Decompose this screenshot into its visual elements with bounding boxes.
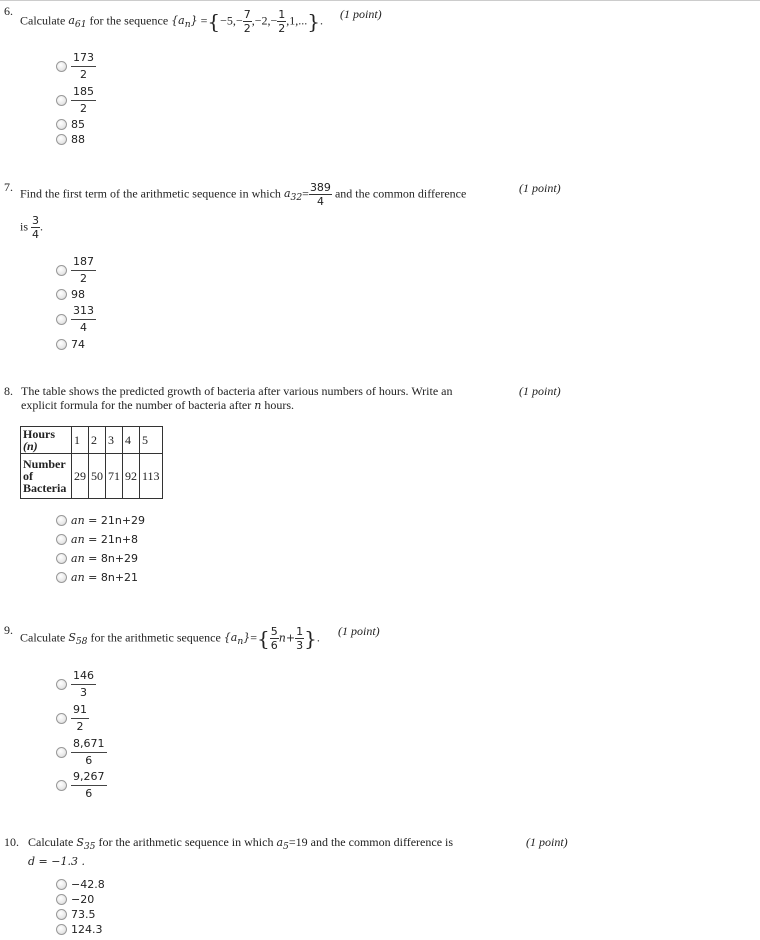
radio-button[interactable] (56, 534, 67, 545)
radio-button[interactable] (56, 894, 67, 905)
radio-button[interactable] (56, 119, 67, 130)
radio-button[interactable] (56, 747, 67, 758)
question-text: Calculate $S_{58}$ for the arithmetic sequence $\{a_n\}=${ $\frac{5}{6}$ n+ $\frac{1}{3}$ }. (20, 625, 320, 652)
table-cell: 2 (89, 427, 106, 454)
option-7-c[interactable]: 313 4 (56, 303, 96, 336)
table-cell: 50 (89, 454, 106, 499)
table-row (21, 454, 163, 499)
table-cell: 3 (106, 427, 123, 454)
option-6-a[interactable]: 173 2 (56, 50, 96, 83)
option-9-c[interactable]: 8,671 6 (56, 736, 107, 769)
table-header-hours: Hours (n) (21, 427, 72, 454)
table-cell: 113 (140, 454, 163, 499)
radio-button[interactable] (56, 679, 67, 690)
table-cell: 29 (72, 454, 89, 499)
points-label: (1 point) (519, 384, 561, 398)
radio-button[interactable] (56, 879, 67, 890)
radio-button[interactable] (56, 713, 67, 724)
option-10-c[interactable]: 73.5 (56, 908, 96, 921)
option-9-a[interactable]: 146 3 (56, 668, 96, 701)
option-10-d[interactable]: 124.3 (56, 923, 103, 936)
option-9-d[interactable]: 9,267 6 (56, 769, 107, 802)
table-cell: 71 (106, 454, 123, 499)
question-number: 7. (4, 180, 13, 194)
radio-button[interactable] (56, 289, 67, 300)
option-6-b[interactable]: 185 2 (56, 84, 96, 117)
option-10-b[interactable]: −20 (56, 893, 94, 906)
radio-button[interactable] (56, 924, 67, 935)
radio-button[interactable] (56, 134, 67, 145)
radio-button[interactable] (56, 95, 67, 106)
question-number: 9. (4, 623, 13, 637)
radio-button[interactable] (56, 909, 67, 920)
radio-button[interactable] (56, 515, 67, 526)
question-text-line2: explicit formula for the number of bacteria after n hours. (21, 398, 294, 412)
points-label: (1 point) (526, 835, 568, 849)
option-7-b[interactable]: 98 (56, 288, 85, 301)
option-7-a[interactable]: 187 2 (56, 254, 96, 287)
question-text-line2: is $\frac{3}{4}$ . (20, 214, 44, 241)
radio-button[interactable] (56, 780, 67, 791)
points-label: (1 point) (519, 181, 561, 195)
question-number: 10. (4, 835, 19, 849)
option-8-b[interactable]: a n = 21n+8 (56, 533, 138, 546)
points-label: (1 point) (340, 7, 382, 21)
option-8-a[interactable]: a n = 21n+29 (56, 514, 145, 527)
question-text: Find the first term of the arithmetic sequence in which $a_{32}=$ $\frac{389}{4}$ and the common difference (20, 181, 467, 208)
question-number: 6. (4, 4, 13, 18)
option-6-d[interactable]: 88 (56, 133, 85, 146)
radio-button[interactable] (56, 553, 67, 564)
question-text: Calculate $S_{35}$ for the arithmetic sequence in which $a_5=19$ and the common difference is (28, 835, 454, 853)
option-8-c[interactable]: a n = 8n+29 (56, 552, 138, 565)
table-cell: 1 (72, 427, 89, 454)
table-row (21, 427, 163, 454)
table-cell: 92 (123, 454, 140, 499)
question-number: 8. (4, 384, 13, 398)
table-header-bacteria: Number of Bacteria (21, 454, 72, 499)
table-cell: 5 (140, 427, 163, 454)
radio-button[interactable] (56, 61, 67, 72)
option-7-d[interactable]: 74 (56, 338, 85, 351)
question-text: The table shows the predicted growth of bacteria after various numbers of hours. Write an (21, 384, 453, 398)
radio-button[interactable] (56, 339, 67, 350)
top-divider (0, 0, 760, 1)
option-8-d[interactable]: a n = 8n+21 (56, 571, 138, 584)
option-9-b[interactable]: 91 2 (56, 702, 89, 735)
radio-button[interactable] (56, 572, 67, 583)
option-10-a[interactable]: −42.8 (56, 878, 105, 891)
table-cell: 4 (123, 427, 140, 454)
question-text: Calculate $a_{61}$ for the sequence $\{a_n\} =\{-5,-$ $\frac{7}{2}$ ,−2,− $\frac{1}{2}$ ,1,...}. (20, 8, 323, 35)
radio-button[interactable] (56, 314, 67, 325)
option-6-c[interactable]: 85 (56, 118, 85, 131)
radio-button[interactable] (56, 265, 67, 276)
points-label: (1 point) (338, 624, 380, 638)
question-text-line2: d = −1.3 . (28, 855, 85, 868)
bacteria-table (20, 426, 163, 499)
